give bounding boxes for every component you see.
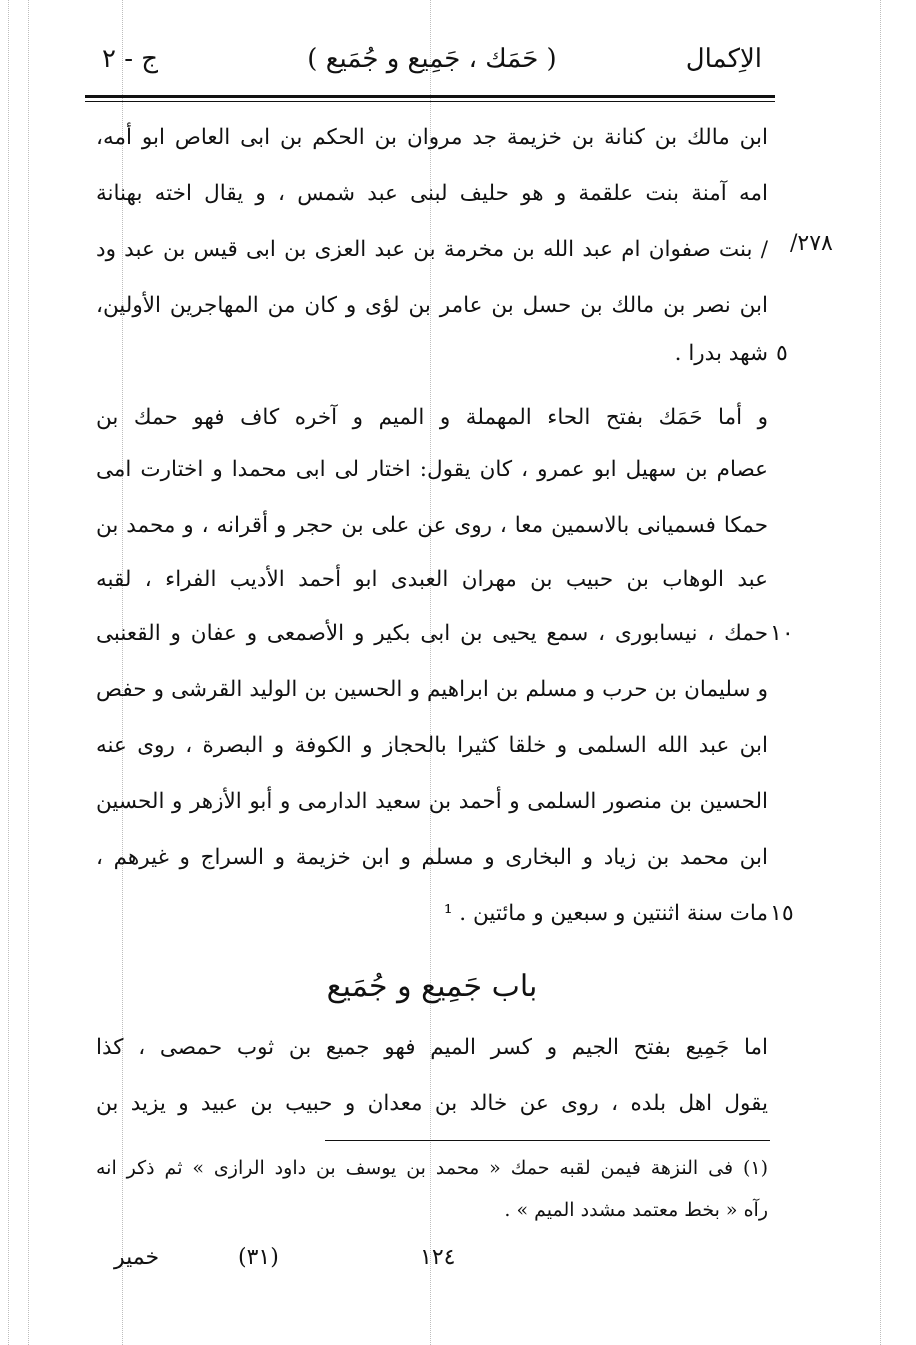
- line-number-10: ١٠: [770, 621, 794, 646]
- book-title: الاِكمال: [685, 44, 762, 74]
- footnote-line: رآه « بخط معتمد مشدد الميم » .: [504, 1199, 768, 1221]
- text-line: حمكا فسميانى بالاسمين معا ، روى عن على بن حجر و أقرانه ، و محمد بن: [96, 513, 768, 538]
- footnote-rule: [325, 1140, 770, 1141]
- text-line: يقول اهل بلده ، روى عن خالد بن معدان و حبيب بن عبيد و يزيد بن: [96, 1091, 768, 1116]
- text-line: ابن عبد الله السلمى و خلقا كثيرا بالحجاز و الكوفة و البصرة ، روى عنه: [96, 733, 768, 758]
- text-line: / بنت صفوان ام عبد الله بن مخرمة بن عبد العزى بن ابى قيس بن عبد ود: [96, 237, 768, 262]
- line-number-5: ٥: [776, 341, 788, 366]
- dotted-margin-line: [8, 0, 9, 1345]
- header-rule: [85, 95, 775, 98]
- dotted-margin-line: [28, 0, 29, 1345]
- footnote-line: (١) فى النزهة فيمن لقبه حمك « محمد بن يوسف بن داود الرازى » ثم ذكر انه: [96, 1157, 768, 1179]
- text-line: الحسين بن منصور السلمى و أحمد بن سعيد الدارمى و أبو الأزهر و الحسين: [96, 789, 768, 814]
- text-line: و أما حَمَك بفتح الحاء المهملة و الميم و آخره كاف فهو حمك بن: [96, 405, 768, 430]
- signature-mark: خمير: [114, 1245, 160, 1270]
- page-number: ١٢٤: [420, 1245, 456, 1270]
- text-line: ابن مالك بن كنانة بن خزيمة جد مروان بن الحكم بن ابى العاص ابو أمه،: [96, 125, 768, 150]
- text-line: اما جَمِيع بفتح الجيم و كسر الميم فهو جميع بن ثوب حمصى ، كذا: [96, 1035, 768, 1060]
- header-rule-thin: [85, 101, 775, 102]
- text-line: مات سنة اثنتين و سبعين و مائتين . ¹: [443, 901, 768, 926]
- text-line: عبد الوهاب بن حبيب بن مهران العبدى ابو أحمد الأديب الفراء ، لقبه: [96, 567, 768, 592]
- text-line: امه آمنة بنت علقمة و هو حليف لبنى عبد شمس ، و يقال اخته بهنانة: [96, 181, 768, 206]
- text-line: حمك ، نيسابورى ، سمع يحيى بن ابى بكير و الأصمعى و عفان و القعنبى: [96, 621, 768, 646]
- folio-marker: ٢٧٨/: [790, 231, 833, 256]
- page-title: ( حَمَك ، جَمِيع و جُمَيع ): [307, 44, 557, 74]
- text-line: ابن محمد بن زياد و البخارى و مسلم و ابن خزيمة و السراج و غيرهم ،: [96, 845, 768, 870]
- dotted-margin-line: [880, 0, 881, 1345]
- text-line: و سليمان بن حرب و مسلم بن ابراهيم و الحسين بن الوليد القرشى و حفص: [96, 677, 768, 702]
- page-footer: [96, 1238, 768, 1278]
- running-header: [92, 44, 772, 90]
- sheet-number: (٣١): [238, 1245, 279, 1270]
- text-line: ابن نصر بن مالك بن حسل بن عامر بن لؤى و كان من المهاجرين الأولين،: [96, 293, 768, 318]
- text-line: عصام بن سهيل ابو عمرو ، كان يقول: اختار لى ابى محمدا و اختارت امى: [96, 457, 768, 482]
- volume-label: ج - ٢: [102, 44, 159, 74]
- section-heading: باب جَمِيع و جُمَيع: [326, 969, 538, 1004]
- text-line: شهد بدرا .: [674, 341, 768, 366]
- line-number-15: ١٥: [770, 901, 794, 926]
